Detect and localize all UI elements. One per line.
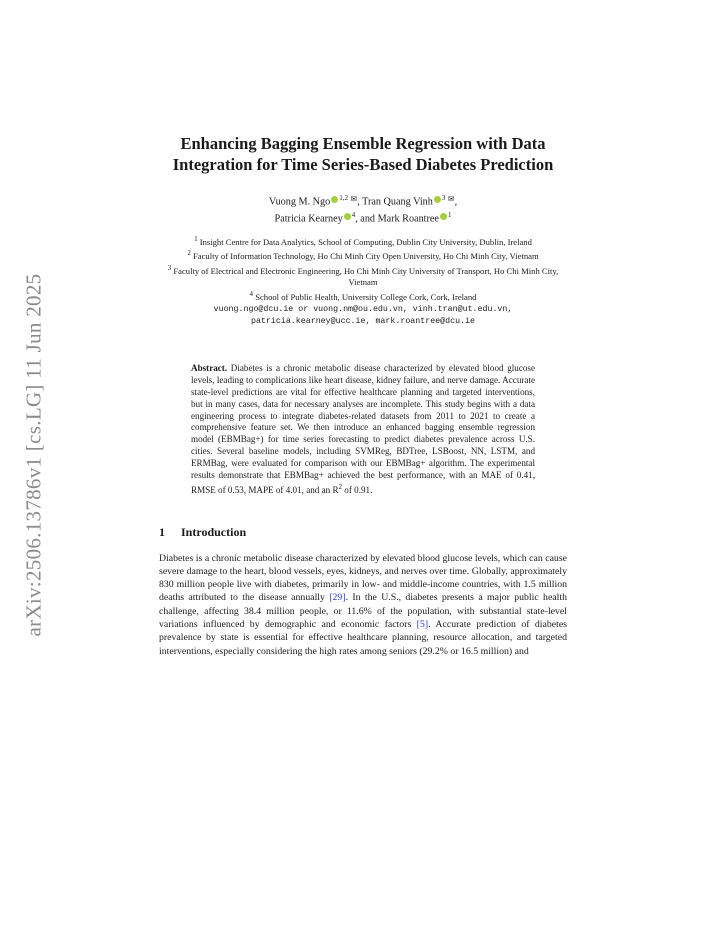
email-line: vuong.ngo@dcu.ie or vuong.nm@ou.edu.vn, vinh.tran@ut.edu.vn, [213, 305, 513, 315]
author-affil-sup: 4 [351, 210, 356, 219]
arxiv-stamp [14, 265, 54, 645]
affiliation-list [159, 234, 567, 303]
section-heading [159, 525, 567, 540]
author-affil-sup: 1 [447, 210, 452, 219]
author-name: Mark Roantree [377, 213, 439, 225]
orcid-icon[interactable] [440, 213, 447, 220]
affiliation: $^3$ Faculty of Electrical and Electronic Engineering, Ho Chi Minh City University of Transport, Ho Chi Minh City, Vietnam [167, 263, 559, 288]
citation-link[interactable]: [29] [329, 592, 346, 604]
author-list: Vuong M. Ngo $^{1,2}$ ✉, Tran Quang Vinh $^3$ ✉, Patricia Kearney $^4$, and Mark Roantree $^1$ [268, 194, 458, 225]
email-list [159, 304, 567, 328]
r-squared-sup: 2 [338, 482, 343, 491]
affiliation: $^2$ Faculty of Information Technology, Ho Chi Minh City Open University, Ho Chi Minh City, Vietnam [187, 249, 539, 262]
intro-paragraph: Diabetes is a chronic metabolic disease characterized by elevated blood glucose levels, which can cause severe damage to the heart, blood vessels, eyes, kidneys, and nerves over time. Globally, approximately 830 million people live with diabetes, primarily in low- and middle-income countries, with 1.5 million deaths attributed to the disease annually [29]. In the U.S., diabetes presents a major public health challenge, affecting 38.4 million people, or 11.6% of the population, with substantial state-level variations influenced by demographic and economic factors [5]. Accurate prediction of diabetes prevalence by state is essential for effective healthcare planning, resource allocation, and targeted interventions, especially considering the high rates among seniors (29.2% or 16.5 million) and [159, 552, 567, 657]
author-name: Vuong M. Ngo [268, 196, 331, 208]
paper-title: Enhancing Bagging Ensemble Regression with Data Integration for Time Series-Based Diabetes Prediction [172, 134, 554, 174]
abstract-tail: of 0.91. [342, 484, 373, 495]
orcid-icon[interactable] [434, 196, 441, 203]
author-name: Patricia Kearney [274, 213, 343, 225]
arxiv-id-text: arXiv:2506.13786v1 [cs.LG] 11 Jun 2025 [21, 273, 46, 637]
affiliation: $^4$ School of Public Health, University College Cork, Cork, Ireland [249, 289, 477, 302]
orcid-icon[interactable] [344, 213, 351, 220]
section-number: 1 [159, 524, 165, 539]
author-affil-sup: 1,2 [339, 194, 348, 202]
author-conjunction: and [360, 213, 376, 225]
abstract [191, 363, 535, 496]
email-envelope-icon: ✉ [447, 194, 455, 204]
affiliation: $^1$ Insight Centre for Data Analytics, School of Computing, Dublin City University, Dublin, Ireland [194, 234, 532, 247]
orcid-icon[interactable] [331, 196, 338, 203]
abstract-label: Abstract. [191, 363, 228, 374]
abstract-body: Diabetes is a chronic metabolic disease characterized by elevated blood glucose levels, leading to complications like heart disease, kidney failure, and nerve damage. Accurate state-level predictions are vital for effective healthcare planning and targeted interventions, but in many cases, data for necessary analyses are incomplete. This study begins with a data engineering process to integrate diabetes-related datasets from 2011 to 2021 to create a comprehensive feature set. We then introduce an enhanced bagging ensemble regression model (EBMBag+) for time series forecasting to predict diabetes prevalence across U.S. cities. Several baseline models, including SVMReg, BDTree, LSBoost, NN, LSTM, and ERMBag, were evaluated for comparison with our EBMBag+ algorithm. The experimental results demonstrate that EBMBag+ achieved the best performance, with an MAE of 0.41, RMSE of 0.53, MAPE of 4.01, and an R [191, 363, 536, 495]
email-line: patricia.kearney@ucc.ie, mark.roantree@dcu.ie [250, 317, 476, 327]
citation-link[interactable]: [5] [416, 618, 429, 630]
section-title: Introduction [181, 524, 247, 539]
paper-page [159, 133, 567, 658]
author-name: Tran Quang Vinh [362, 196, 433, 208]
email-envelope-icon: ✉ [350, 194, 358, 204]
author-affil-sup: 3 [441, 194, 446, 202]
